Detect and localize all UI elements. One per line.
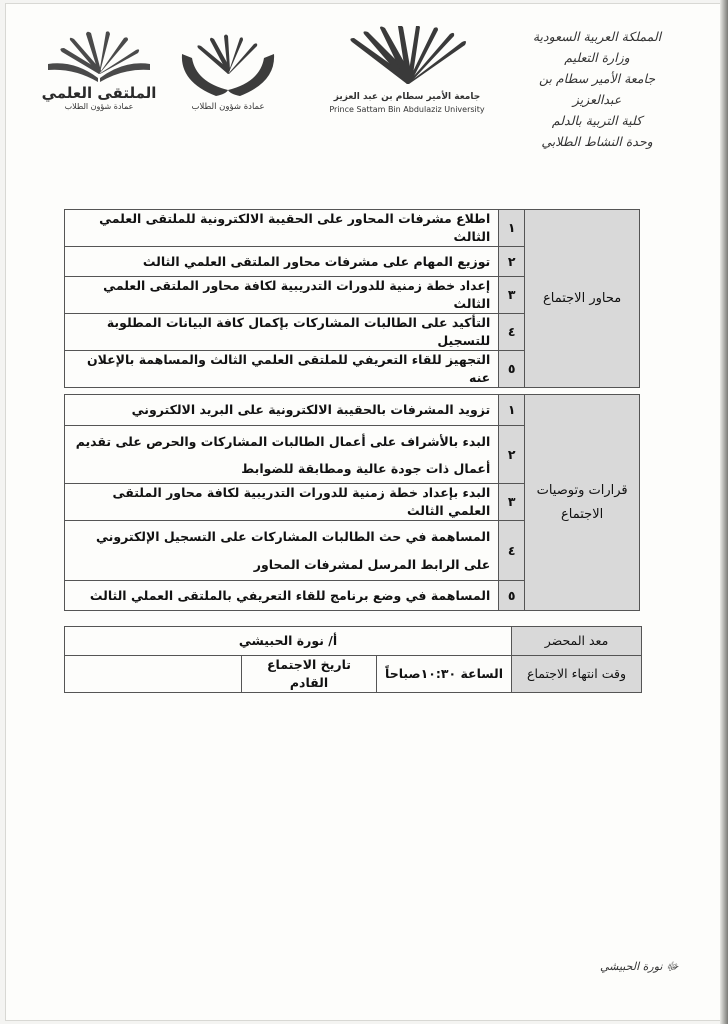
org-line-ministry: وزارة التعليم [564,50,630,65]
org-line-college: كلية التربية بالدلم [551,113,643,128]
agenda-item-number: ١ [499,210,525,247]
org-line-unit: وحدة النشاط الطلابي [541,134,653,149]
signature [600,960,678,976]
agenda-item-number: ٤ [499,314,525,351]
student-affairs-caption: عمادة شؤون الطلاب [191,102,265,112]
forum-title: الملتقى العلمي [41,84,157,102]
prepared-by-label: معد المحضر [512,627,642,656]
university-logo [322,26,492,120]
meeting-agenda-table [64,209,640,388]
university-name-en: Prince Sattam Bin Abdulaziz University [329,105,485,114]
forum-caption: عمادة شؤون الطلاب [64,102,134,111]
agenda-item-number: ٢ [499,247,525,277]
agenda-label: محاور الاجتماع [525,210,640,388]
university-name-ar: جامعة الأمير سطام بن عبد العزيز [333,92,481,102]
agenda-item-text: إعداد خطة زمنية للدورات التدريبية لكافة محاور الملتقى العلمي الثالث [65,277,499,314]
decision-item-text: المساهمة في وضع برنامج للقاء التعريفي بالملتقى العملي الثالث [65,581,499,611]
decision-item-text: تزويد المشرفات بالحقيبة الالكترونية على البريد الالكتروني [65,395,499,426]
decisions-label: قرارات وتوصيات الاجتماع [525,395,640,611]
decision-item-number: ٥ [499,581,525,611]
decision-item-number: ١ [499,395,525,426]
decision-item-text: البدء بالأشراف على أعمال الطالبات المشاركات والحرص على تقديم أعمال ذات جودة عالية ومطابقة للضوابط [65,426,499,484]
table-row [65,627,642,656]
signature-text: نورة الحبيشي [600,960,663,973]
student-affairs-logo [176,34,280,116]
decision-item-text: المساهمة في حث الطالبات المشاركات على التسجيل الإلكتروني على الرابط المرسل لمشرفات المحاور [65,521,499,581]
organization-header [522,26,672,152]
agenda-item-text: توزيع المهام على مشرفات محاور الملتقى العلمي الثالث [65,247,499,277]
scientific-forum-logo [40,30,158,114]
agenda-item-text: التأكيد على الطالبات المشاركات بإكمال كافة البيانات المطلوبة للتسجيل [65,314,499,351]
meeting-meta-table [64,626,642,693]
university-emblem-icon [322,26,492,88]
agenda-item-text: اطلاع مشرفات المحاور على الحقيبة الالكترونية للملتقى العلمي الثالث [65,210,499,247]
page-edge-shadow [720,0,728,1024]
table-row [65,210,640,247]
decision-item-number: ٤ [499,521,525,581]
next-meeting-value [65,656,242,693]
org-line-university: جامعة الأمير سطام بن عبدالعزيز [538,71,656,107]
signature-mark-icon: ﷻ [665,960,679,973]
hands-book-icon [176,34,280,100]
next-meeting-label: تاريخ الاجتماع القادم [242,656,377,693]
table-row [65,656,642,693]
agenda-item-number: ٣ [499,277,525,314]
org-line-country: المملكة العربية السعودية [532,29,662,44]
prepared-by-value: أ/ نورة الحبيشي [65,627,512,656]
end-time-value: الساعة ١٠:٣٠صباحاً [377,656,512,693]
decision-item-number: ٢ [499,426,525,484]
meeting-decisions-table [64,394,640,611]
end-time-label: وقت انتهاء الاجتماع [512,656,642,693]
agenda-item-text: التجهيز للقاء التعريفي للملتقى العلمي الثالث والمساهمة بالإعلان عنه [65,351,499,388]
decision-item-text: البدء بإعداد خطة زمنية للدورات التدريبية لكافة محاور الملتقى العلمي الثالث [65,484,499,521]
table-row [65,395,640,426]
open-book-icon [40,30,158,82]
agenda-item-number: ٥ [499,351,525,388]
decision-item-number: ٣ [499,484,525,521]
